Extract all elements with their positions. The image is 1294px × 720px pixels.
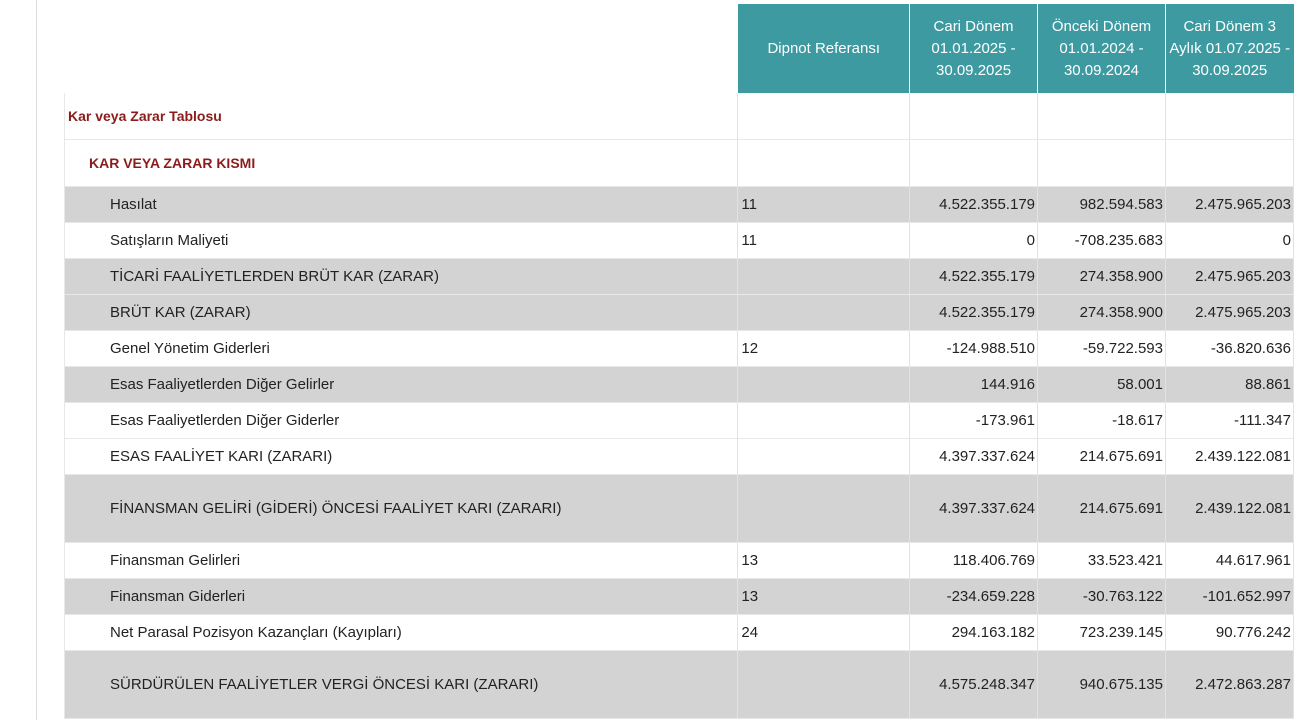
table-row	[65, 259, 1294, 295]
row-value-3-months: -36.820.636	[1165, 331, 1293, 367]
row-value-previous: 940.675.135	[1038, 651, 1166, 719]
row-value-current: 4.397.337.624	[910, 439, 1038, 475]
row-label: Hasılat	[65, 187, 738, 223]
row-ref	[738, 403, 910, 439]
row-label: FİNANSMAN GELİRİ (GİDERİ) ÖNCESİ FAALİYET KARI (ZARARI)	[65, 475, 738, 543]
row-label: Satışların Maliyeti	[65, 223, 738, 259]
row-label: TİCARİ FAALİYETLERDEN BRÜT KAR (ZARAR)	[65, 259, 738, 295]
row-value-previous: 274.358.900	[1038, 295, 1166, 331]
row-value-3-months: -101.652.997	[1165, 579, 1293, 615]
row-value-previous: -18.617	[1038, 403, 1166, 439]
row-value-3-months: -111.347	[1165, 403, 1293, 439]
income-statement-table	[64, 4, 1294, 719]
row-value-current: 144.916	[910, 367, 1038, 403]
row-value-previous: 58.001	[1038, 367, 1166, 403]
row-label: SÜRDÜRÜLEN FAALİYETLER VERGİ ÖNCESİ KARI (ZARARI)	[65, 651, 738, 719]
table-title: Kar veya Zarar Tablosu	[65, 93, 738, 140]
row-value-current: 4.522.355.179	[910, 295, 1038, 331]
row-label: Net Parasal Pozisyon Kazançları (Kayıpları)	[65, 615, 738, 651]
header-blank-cell	[65, 4, 738, 93]
row-label: ESAS FAALİYET KARI (ZARARI)	[65, 439, 738, 475]
row-value-previous: 982.594.583	[1038, 187, 1166, 223]
row-value-current: -173.961	[910, 403, 1038, 439]
row-value-previous: -708.235.683	[1038, 223, 1166, 259]
section-title: KAR VEYA ZARAR KISMI	[65, 140, 738, 187]
row-value-current: 4.397.337.624	[910, 475, 1038, 543]
header-current-3-months: Cari Dönem 3 Aylık 01.07.2025 - 30.09.2025	[1165, 4, 1293, 93]
row-value-3-months: 2.475.965.203	[1165, 187, 1293, 223]
row-ref: 12	[738, 331, 910, 367]
row-label: Finansman Gelirleri	[65, 543, 738, 579]
row-value-previous: -30.763.122	[1038, 579, 1166, 615]
row-ref: 24	[738, 615, 910, 651]
row-value-3-months: 90.776.242	[1165, 615, 1293, 651]
header-previous-period: Önceki Dönem 01.01.2024 - 30.09.2024	[1038, 4, 1166, 93]
row-value-3-months: 44.617.961	[1165, 543, 1293, 579]
row-value-current: -124.988.510	[910, 331, 1038, 367]
table-row	[65, 367, 1294, 403]
table-row	[65, 331, 1294, 367]
row-ref: 11	[738, 187, 910, 223]
header-ref: Dipnot Referansı	[738, 4, 910, 93]
row-ref	[738, 259, 910, 295]
row-value-3-months: 2.475.965.203	[1165, 259, 1293, 295]
table-row	[65, 439, 1294, 475]
row-label: Genel Yönetim Giderleri	[65, 331, 738, 367]
row-label: Esas Faaliyetlerden Diğer Giderler	[65, 403, 738, 439]
left-gutter	[0, 0, 37, 720]
table-row	[65, 223, 1294, 259]
row-value-previous: 214.675.691	[1038, 475, 1166, 543]
row-value-current: 4.522.355.179	[910, 259, 1038, 295]
row-ref: 13	[738, 543, 910, 579]
row-value-previous: 214.675.691	[1038, 439, 1166, 475]
row-value-current: 4.575.248.347	[910, 651, 1038, 719]
table-row	[65, 295, 1294, 331]
row-ref	[738, 295, 910, 331]
row-value-3-months: 88.861	[1165, 367, 1293, 403]
row-value-3-months: 2.472.863.287	[1165, 651, 1293, 719]
table-row	[65, 403, 1294, 439]
row-ref: 13	[738, 579, 910, 615]
row-ref: 11	[738, 223, 910, 259]
row-ref	[738, 439, 910, 475]
row-value-previous: 33.523.421	[1038, 543, 1166, 579]
row-label: BRÜT KAR (ZARAR)	[65, 295, 738, 331]
table-row	[65, 475, 1294, 543]
table-header-row	[65, 4, 1294, 93]
table-row	[65, 651, 1294, 719]
row-value-3-months: 2.439.122.081	[1165, 439, 1293, 475]
row-label: Finansman Giderleri	[65, 579, 738, 615]
row-label: Esas Faaliyetlerden Diğer Gelirler	[65, 367, 738, 403]
row-value-3-months: 0	[1165, 223, 1293, 259]
title-row	[65, 93, 1294, 140]
row-value-current: 4.522.355.179	[910, 187, 1038, 223]
row-value-previous: 723.239.145	[1038, 615, 1166, 651]
table-row	[65, 615, 1294, 651]
row-value-current: 0	[910, 223, 1038, 259]
row-ref	[738, 651, 910, 719]
row-value-current: 294.163.182	[910, 615, 1038, 651]
row-value-previous: -59.722.593	[1038, 331, 1166, 367]
row-value-current: 118.406.769	[910, 543, 1038, 579]
row-value-previous: 274.358.900	[1038, 259, 1166, 295]
table-row	[65, 187, 1294, 223]
table-row	[65, 543, 1294, 579]
header-current-period: Cari Dönem 01.01.2025 - 30.09.2025	[910, 4, 1038, 93]
table-row	[65, 579, 1294, 615]
section-row	[65, 140, 1294, 187]
row-value-3-months: 2.475.965.203	[1165, 295, 1293, 331]
row-value-current: -234.659.228	[910, 579, 1038, 615]
row-ref	[738, 475, 910, 543]
row-ref	[738, 367, 910, 403]
row-value-3-months: 2.439.122.081	[1165, 475, 1293, 543]
